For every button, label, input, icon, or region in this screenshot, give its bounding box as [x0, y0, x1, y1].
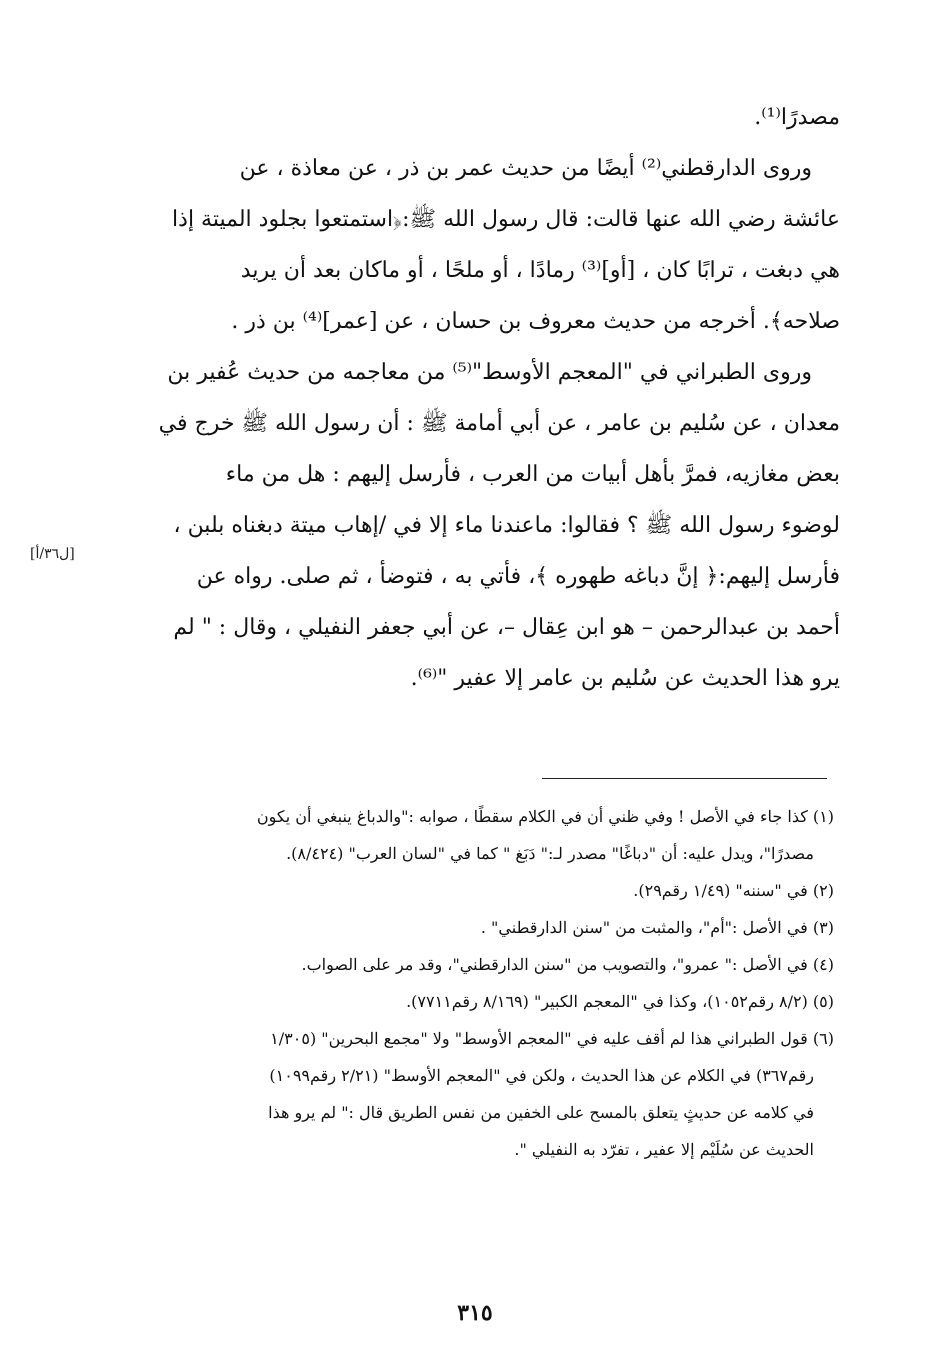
text-line: عائشة رضي الله عنها قالت: قال رسول الله ﷺ:﴿استمتعوا بجلود الميتة إذا: [172, 207, 840, 232]
text-line: أحمد بن عبدالرحمن – هو ابن عِقال –، عن أبي جعفر النفيلي ، وقال : " لم: [173, 615, 840, 640]
manuscript-folio-marker: [ل٣٦/أ]: [30, 546, 75, 562]
text-line: هي دبغت ، ترابًا كان ، [أو]⁽³⁾ رمادًا ، أو ملحًا ، أو ماكان بعد أن يريد: [240, 258, 840, 283]
footnote-line: الحديث عن سُلَيْم إلا عفير ، تفرّد به النفيلي ".: [514, 1140, 814, 1159]
footnote-line: (٣) في الأصل :"أم"، والمثبت من "سنن الدارقطني" .: [480, 918, 834, 937]
page-number: ٣١٥: [457, 1300, 493, 1326]
footnotes: [108, 798, 834, 1168]
footnote-line: مصدرًا"، ويدل عليه: أن "دباغًا" مصدر لـ:" دَبَغ " كما في "لسان العرب" (٨/٤٢٤).: [286, 844, 814, 863]
footnote-line: (٤) في الأصل :" عمرو"، والتصويب من "سنن الدارقطني"، وقد مر على الصواب.: [301, 955, 834, 974]
footnote-line: (٦) قول الطبراني هذا لم أقف عليه في "المعجم الأوسط" ولا "مجمع البحرين" (١/٣٠٥: [270, 1029, 834, 1048]
footnote-line: (٥) (٨/٢ رقم١٠٥٢)، وكذا في "المعجم الكبير" (٨/١٦٩ رقم٧٧١١).: [406, 992, 834, 1011]
text-line: معدان ، عن سُليم بن عامر ، عن أبي أمامة ﷺ : أن رسول الله ﷺ خرج في: [158, 411, 840, 436]
footnote-line: (١) كذا جاء في الأصل ! وفي ظني أن في الكلام سقطًا ، صوابه :"والدباغ ينبغي أن يكون: [256, 807, 834, 826]
text-line: وروى الدارقطني⁽²⁾ أيضًا من حديث عمر بن ذر ، عن معاذة ، عن: [239, 156, 812, 181]
footnote-line: في كلامه عن حديثٍ يتعلق بالمسح على الخفين من نفس الطريق قال :" لم يرو هذا: [268, 1103, 814, 1122]
text-line: فأرسل إليهم:﴿ إنَّ دباغه طهوره ﴾، فأتي به ، فتوضأ ، ثم صلى. رواه عن: [196, 564, 840, 589]
footnote-line: رقم٣٦٧) في الكلام عن هذا الحديث ، ولكن في "المعجم الأوسط" (٢/٢١ رقم١٠٩٩): [269, 1066, 814, 1085]
text-line: لوضوء رسول الله ﷺ ؟ فقالوا: ماعندنا ماء إلا في /إهاب ميتة دبغناه بلبن ،: [173, 513, 840, 538]
footnote-line: (٢) في "سننه" (١/٤٩ رقم٢٩).: [633, 881, 834, 900]
text-line: مصدرًا⁽¹⁾.: [754, 105, 840, 130]
footnote-separator: [542, 778, 827, 779]
text-line: وروى الطبراني في "المعجم الأوسط"⁽⁵⁾ من معاجمه من حديث عُفير بن: [167, 360, 812, 385]
text-line: بعض مغازيه، فمرَّ بأهل أبيات من العرب ، فأرسل إليهم : هل من ماء: [225, 462, 840, 487]
text-line: صلاحه﴾. أخرجه من حديث معروف بن حسان ، عن [عمر]⁽⁴⁾ بن ذر .: [231, 309, 840, 334]
main-text: [108, 92, 840, 704]
text-line: يرو هذا الحديث عن سُليم بن عامر إلا عفير "⁽⁶⁾.: [410, 666, 840, 691]
